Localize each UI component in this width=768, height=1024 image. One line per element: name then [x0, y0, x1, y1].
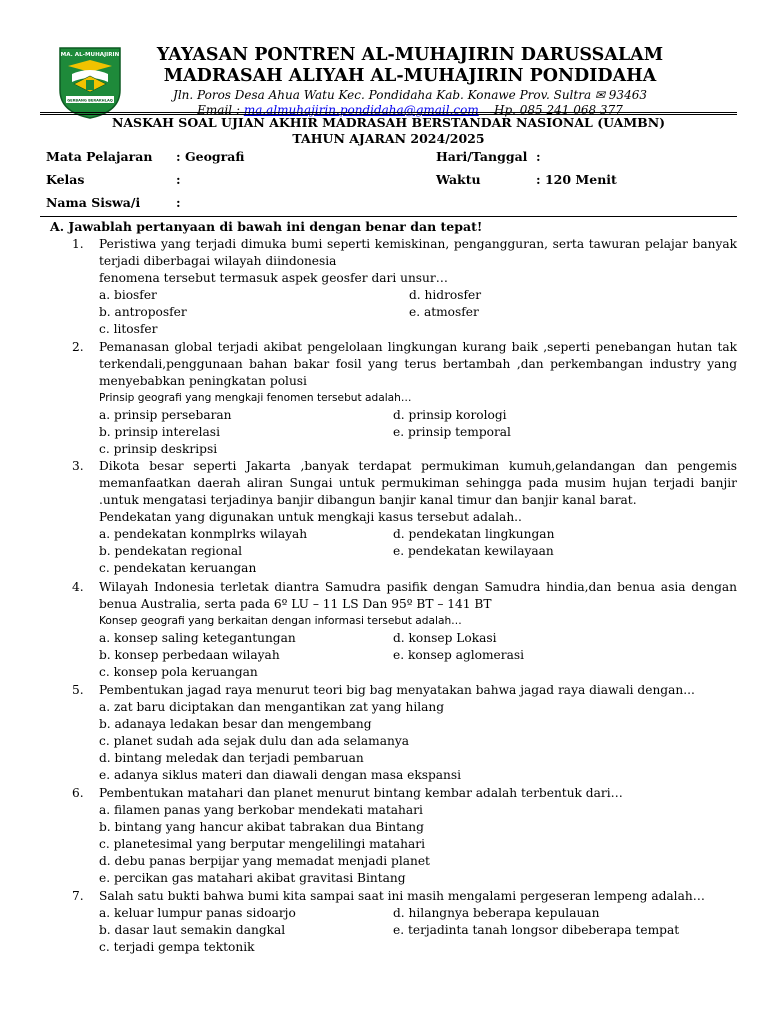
option-a[interactable]: a. konsep saling ketegantungan	[99, 631, 296, 645]
letterhead	[140, 44, 680, 117]
name-label: Nama Siswa/i	[46, 195, 141, 210]
option-e[interactable]: e. terjadinta tanah longsor dibeberapa tempat	[393, 923, 680, 937]
question-number: 6.	[72, 786, 84, 800]
question-prompt: Pendekatan yang digunakan untuk mengkaji kasus tersebut adalah..	[99, 510, 522, 524]
email-link[interactable]: ma.almuhajirin.pondidaha@gmail.com	[243, 103, 479, 117]
option-d[interactable]: d. debu panas berpijar yang memadat menjadi planet	[99, 854, 430, 868]
option-c[interactable]: c. planetesimal yang berputar mengelilingi matahari	[99, 837, 425, 851]
question-text: Pemanasan global terjadi akibat pengelolaan lingkungan kurang baik ,seperti penebangan hutan tak terkendali,penggunaan bahan bakar fosil yang terus bertambah ,dan perkembangan industry yang menyebabkan peningkatan polusi	[99, 340, 737, 388]
school-logo-graphic	[58, 46, 122, 120]
option-e[interactable]: e. adanya siklus materi dan diawali dengan masa ekspansi	[99, 768, 462, 782]
question-number: 2.	[72, 340, 84, 354]
foundation-name: YAYASAN PONTREN AL-MUHAJIRIN DARUSSALAM	[156, 45, 664, 65]
question-text: Dikota besar seperti Jakarta ,banyak terdapat permukiman kumuh,gelandangan dan pengemis memanfaatkan daerah aliran Sungai untuk permukiman sehingga pada musim hujan terjadi banjir .untuk mengatasi terjadinya banjir dibangun banjir kanal timur dan banjir kanal barat.	[99, 459, 737, 507]
option-a[interactable]: a. prinsip persebaran	[99, 408, 232, 422]
question-number: 3.	[72, 459, 84, 473]
class-value: :	[176, 172, 181, 187]
option-d[interactable]: d. pendekatan lingkungan	[393, 527, 555, 541]
option-d[interactable]: d. bintang meledak dan terjadi pembaruan	[99, 751, 364, 765]
option-a[interactable]: a. biosfer	[99, 288, 157, 302]
question-3	[72, 458, 738, 577]
name-value: :	[176, 195, 181, 210]
school-address: Jln. Poros Desa Ahua Watu Kec. Pondidaha Kab. Konawe Prov. Sultra ✉ 93463	[173, 88, 647, 102]
option-d[interactable]: d. hilangnya beberapa kepulauan	[393, 906, 600, 920]
question-number: 7.	[72, 889, 84, 903]
option-a[interactable]: a. pendekatan konmplrks wilayah	[99, 527, 308, 541]
question-1	[72, 236, 738, 338]
question-text: Salah satu bukti bahwa bumi kita sampai saat ini masih mengalami pergeseran lempeng adalah…	[99, 889, 705, 903]
option-a[interactable]: a. keluar lumpur panas sidoarjo	[99, 906, 296, 920]
question-4	[72, 579, 738, 681]
time-label: Waktu	[436, 172, 481, 187]
day-label: Hari/Tanggal	[436, 149, 528, 164]
option-b[interactable]: b. antroposfer	[99, 305, 187, 319]
section-instruction: A. Jawablah pertanyaan di bawah ini dengan benar dan tepat!	[50, 219, 483, 234]
option-c[interactable]: c. litosfer	[99, 322, 158, 336]
question-text: Peristiwa yang terjadi dimuka bumi seperti kemiskinan, pengangguran, serta tawuran pelajar banyak terjadi diberbagai wilayah diindonesia	[99, 237, 737, 268]
question-number: 5.	[72, 683, 84, 697]
option-e[interactable]: e. prinsip temporal	[393, 425, 511, 439]
question-7	[72, 888, 738, 956]
option-b[interactable]: b. adanaya ledakan besar dan mengembang	[99, 717, 372, 731]
time-value: : 120 Menit	[536, 172, 617, 187]
option-c[interactable]: c. pendekatan keruangan	[99, 561, 257, 575]
question-text: Pembentukan jagad raya menurut teori big bag menyatakan bahwa jagad raya diawali dengan...	[99, 683, 695, 697]
exam-title: NASKAH SOAL UJIAN AKHIR MADRASAH BERSTANDAR NASIONAL (UAMBN)	[111, 115, 666, 130]
option-a[interactable]: a. zat baru diciptakan dan mengantikan zat yang hilang	[99, 700, 445, 714]
question-number: 4.	[72, 580, 84, 594]
option-c[interactable]: c. planet sudah ada sejak dulu dan ada selamanya	[99, 734, 409, 748]
option-b[interactable]: b. konsep perbedaan wilayah	[99, 648, 280, 662]
email-label: Email :	[197, 103, 240, 117]
option-c[interactable]: c. prinsip deskripsi	[99, 442, 218, 456]
question-prompt: fenomena tersebut termasuk aspek geosfer dari unsur…	[99, 271, 448, 285]
question-number: 1.	[72, 237, 84, 251]
option-a[interactable]: a. filamen panas yang berkobar mendekati matahari	[99, 803, 423, 817]
option-e[interactable]: e. atmosfer	[409, 305, 479, 319]
question-2	[72, 339, 738, 458]
question-6	[72, 785, 738, 887]
question-text: Pembentukan matahari dan planet menurut bintang kembar adalah terbentuk dari…	[99, 786, 623, 800]
option-b[interactable]: b. pendekatan regional	[99, 544, 243, 558]
logo-text: MA. AL-MUHAJIRIN	[60, 52, 120, 58]
question-prompt: Konsep geografi yang berkaitan dengan informasi tersebut adalah…	[99, 615, 462, 627]
option-c[interactable]: c. konsep pola keruangan	[99, 665, 258, 679]
school-logo	[58, 46, 122, 120]
option-d[interactable]: d. konsep Lokasi	[393, 631, 497, 645]
exam-year: TAHUN AJARAN 2024/2025	[292, 131, 485, 146]
question-text: Wilayah Indonesia terletak diantra Samudra pasifik dengan Samudra hindia,dan benua asia dengan benua Australia, serta pada 6º LU – 11 LS Dan 95º BT – 141 BT	[99, 580, 737, 611]
option-e[interactable]: e. percikan gas matahari akibat gravitasi Bintang	[99, 871, 406, 885]
option-b[interactable]: b. prinsip interelasi	[99, 425, 220, 439]
school-name: MADRASAH ALIYAH AL-MUHAJIRIN PONDIDAHA	[163, 66, 657, 86]
phone-number: Hp. 085 241 068 377	[494, 103, 623, 117]
subject-label: Mata Pelajaran	[46, 149, 153, 164]
logo-banner: GERBANG BERAKHLAQ	[67, 98, 113, 103]
subject-value: : Geografi	[176, 149, 245, 164]
class-label: Kelas	[46, 172, 85, 187]
question-prompt: Prinsip geografi yang mengkaji fenomen tersebut adalah…	[99, 392, 412, 404]
option-e[interactable]: e. konsep aglomerasi	[393, 648, 524, 662]
option-d[interactable]: d. hidrosfer	[409, 288, 482, 302]
option-c[interactable]: c. terjadi gempa tektonik	[99, 940, 255, 954]
info-divider	[40, 216, 737, 217]
day-value: :	[536, 149, 541, 164]
option-d[interactable]: d. prinsip korologi	[393, 408, 507, 422]
option-e[interactable]: e. pendekatan kewilayaan	[393, 544, 554, 558]
option-b[interactable]: b. bintang yang hancur akibat tabrakan dua Bintang	[99, 820, 424, 834]
question-5	[72, 682, 738, 784]
option-b[interactable]: b. dasar laut semakin dangkal	[99, 923, 286, 937]
